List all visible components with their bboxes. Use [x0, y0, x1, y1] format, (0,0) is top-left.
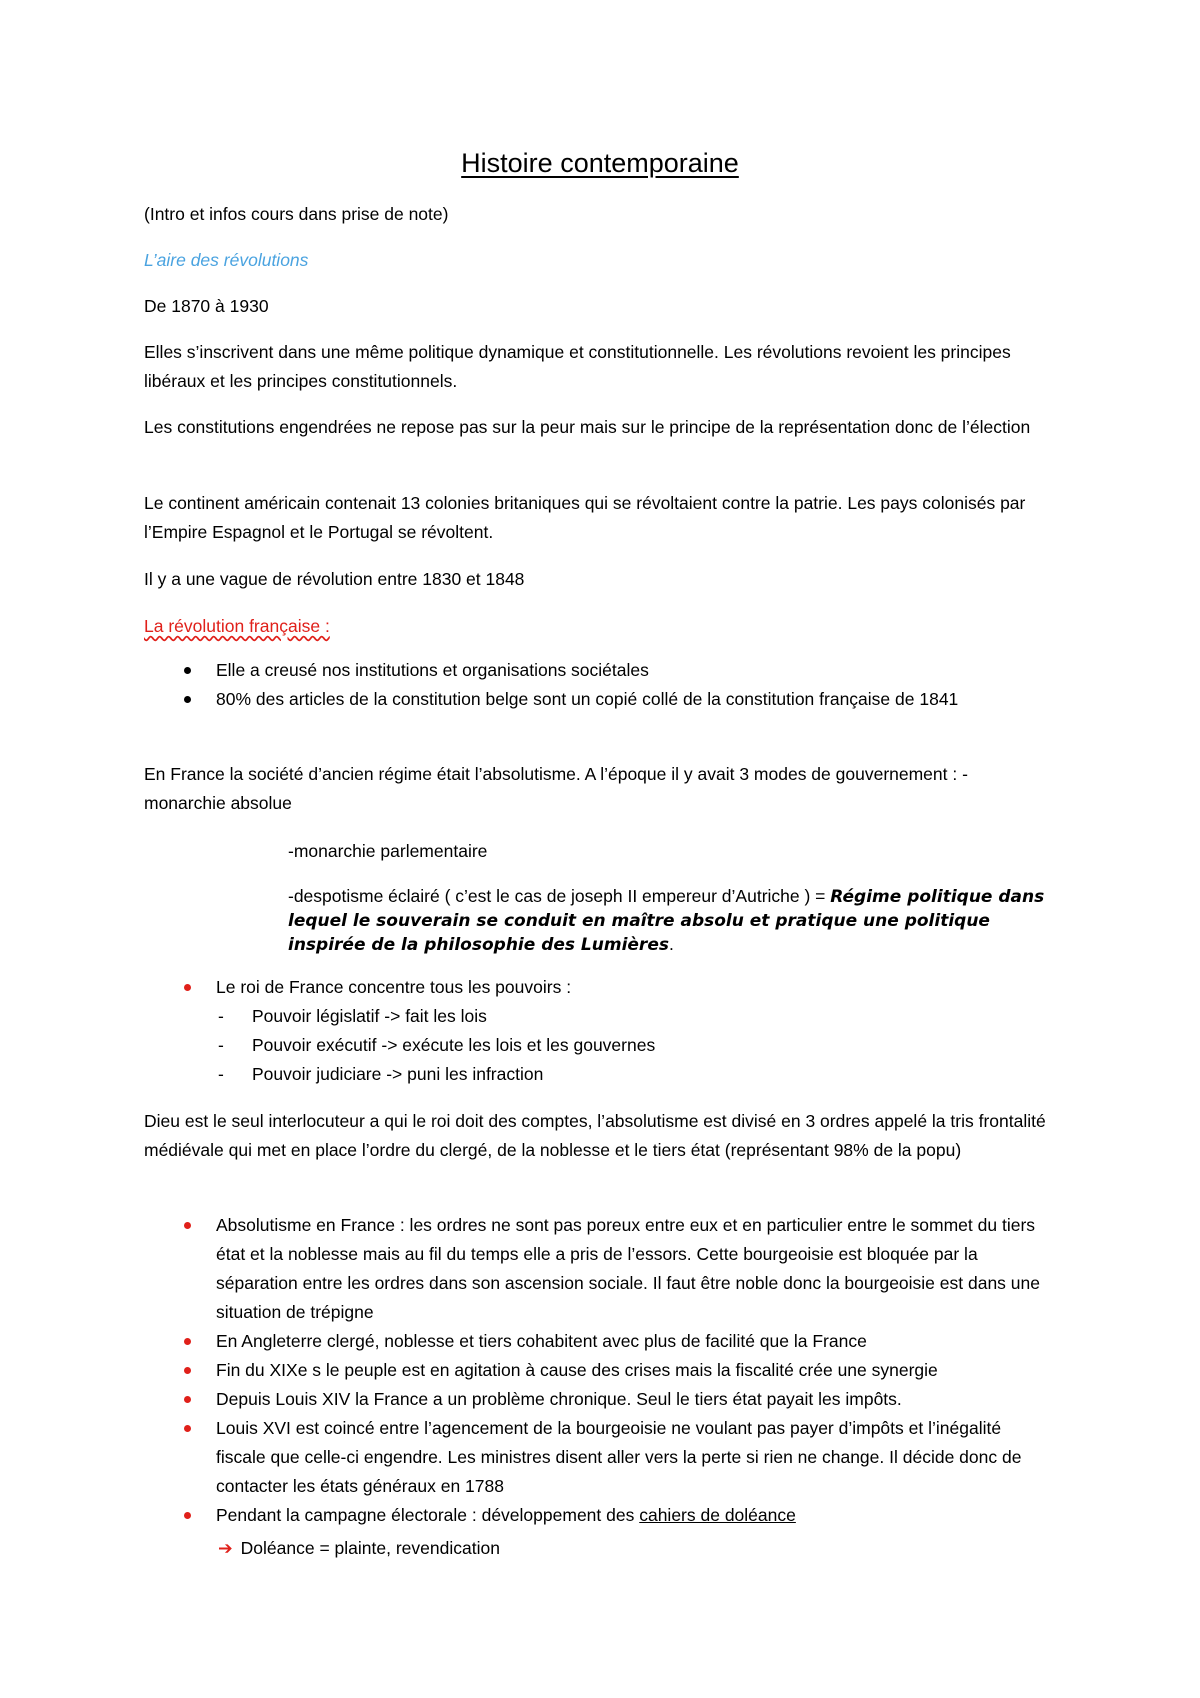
cahiers-de-doleance: cahiers de doléance: [639, 1505, 796, 1525]
government-mode-2: -monarchie parlementaire: [288, 841, 488, 861]
bullet-icon: [184, 1338, 191, 1345]
bullet-list-1: [170, 656, 1050, 714]
intro-note: (Intro et infos cours dans prise de note): [144, 204, 449, 224]
doleance-definition: ➔ Doléance = plainte, revendication: [218, 1538, 500, 1558]
bullet-icon: [184, 1367, 191, 1374]
bullet-icon: [184, 696, 191, 703]
document-title: Histoire contemporaine: [461, 148, 739, 178]
list-item: Pendant la campagne électorale : développement des cahiers de doléance: [170, 1501, 1050, 1530]
bullet-list-2: [170, 1211, 1050, 1530]
list-item: Fin du XIXe s le peuple est en agitation à cause des crises mais la fiscalité crée une synergie: [170, 1356, 1050, 1385]
bullet-icon: [184, 1512, 191, 1519]
bullet-icon: [184, 1222, 191, 1229]
arrow-right-icon: ➔: [218, 1538, 233, 1558]
section-heading-revolutions: L’aire des révolutions: [144, 250, 309, 270]
list-item: - Pouvoir judiciare -> puni les infraction: [218, 1064, 544, 1084]
bullet-icon: [184, 667, 191, 674]
definition-text: Régime politique dans lequel le souverain se conduit en maître absolu et pratique une politique inspirée de la philosophie des Lumières: [288, 887, 1045, 955]
list-item: - Pouvoir législatif -> fait les lois: [218, 1006, 487, 1026]
list-item: 80% des articles de la constitution belge sont un copié collé de la constitution française de 1841: [170, 685, 1050, 714]
list-item: Absolutisme en France : les ordres ne sont pas poreux entre eux et en particulier entre le sommet du tiers état et la noblesse mais au fil du temps elle a pris de l’essors. Cette bourgeoisie est bloquée par la séparation entre les ordres dans son ascension sociale. Il faut être noble donc la bourgeoisie est dans une situation de trépigne: [170, 1211, 1050, 1327]
paragraph-5: En France la société d’ancien régime était l’absolutisme. A l’époque il y avait 3 modes de gouvernement : -monarchie absolue: [144, 764, 968, 813]
list-item: Le roi de France concentre tous les pouvoirs :: [170, 973, 1050, 1002]
powers-list: [218, 1002, 655, 1089]
list-item: Louis XVI est coincé entre l’agencement de la bourgeoisie ne voulant pas payer d’impôts et l’inégalité fiscale que celle-ci engendre. Les ministres disent aller vers la perte si rien ne change. Il décide donc de contacter les états généraux en 1788: [170, 1414, 1050, 1501]
dates-line: De 1870 à 1930: [144, 296, 269, 316]
paragraph-6: Dieu est le seul interlocuteur a qui le roi doit des comptes, l’absolutisme est divisé en 3 ordres appelé la tris frontalité médiévale qui met en place l’ordre du clergé, de la noblesse et le tiers état (représentant 98% de la popu): [144, 1111, 1046, 1160]
bullet-icon: [184, 1425, 191, 1432]
list-item: Elle a creusé nos institutions et organisations sociétales: [170, 656, 1050, 685]
section-heading-revolution-francaise: La révolution française :: [144, 616, 330, 636]
paragraph-1: Elles s’inscrivent dans une même politique dynamique et constitutionnelle. Les révolutions revoient les principes libéraux et les principes constitutionnels.: [144, 342, 1011, 391]
government-mode-3: -despotisme éclairé ( c’est le cas de joseph II empereur d’Autriche ) = Régime politique dans lequel le souverain se conduit en maître absolu et pratique une politique inspirée de la philosophie des Lumières.: [288, 886, 1045, 955]
bullet-icon: [184, 1396, 191, 1403]
list-item: Depuis Louis XIV la France a un problème chronique. Seul le tiers état payait les impôts.: [170, 1385, 1050, 1414]
paragraph-2: Les constitutions engendrées ne repose pas sur la peur mais sur le principe de la représentation donc de l’élection: [144, 417, 1031, 437]
list-item: En Angleterre clergé, noblesse et tiers cohabitent avec plus de facilité que la France: [170, 1327, 1050, 1356]
bullet-icon: [184, 984, 191, 991]
bullet-roi: [170, 973, 1050, 1002]
paragraph-4: Il y a une vague de révolution entre 1830 et 1848: [144, 569, 525, 589]
list-item: - Pouvoir exécutif -> exécute les lois et les gouvernes: [218, 1035, 656, 1055]
paragraph-3: Le continent américain contenait 13 colonies britaniques qui se révoltaient contre la patrie. Les pays colonisés par l’Empire Espagnol et le Portugal se révoltent.: [144, 493, 1026, 542]
